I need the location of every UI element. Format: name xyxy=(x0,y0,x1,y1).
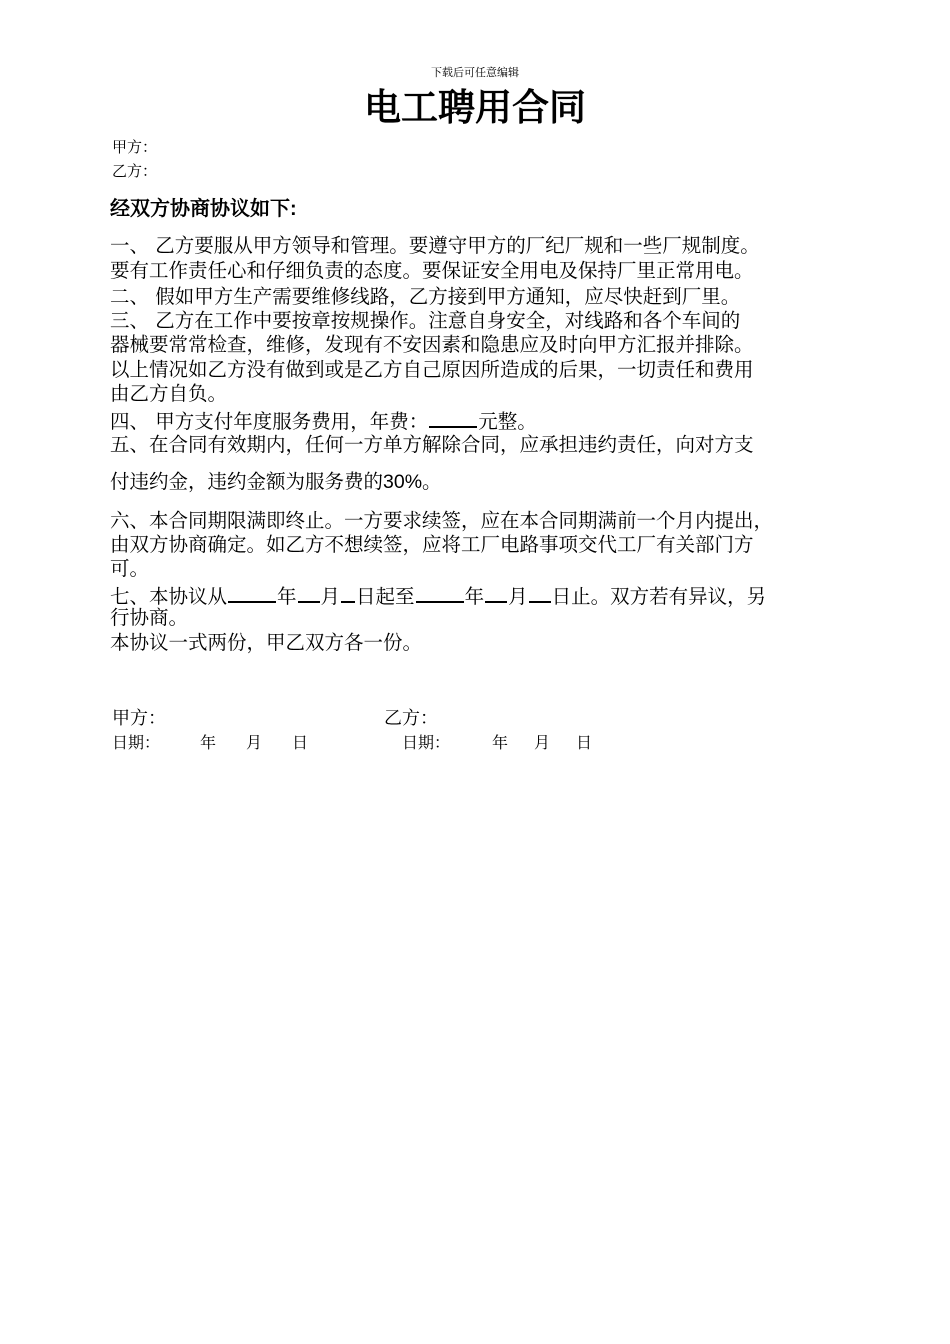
date-day: 日 xyxy=(292,733,309,752)
clause-7-text: 七、本协议从 xyxy=(110,585,228,608)
date-label: 日期： xyxy=(402,733,451,752)
clause-6-line-3: 可。 xyxy=(110,557,150,580)
date-year: 年 xyxy=(200,733,217,752)
date-label: 日期： xyxy=(112,733,161,752)
end-year-label: 年 xyxy=(464,585,485,608)
clause-3-line-1: 三、 乙方在工作中要按章按规操作。注意自身安全，对线路和各个车间的 xyxy=(110,309,741,332)
clause-3-line-2: 器械要常常检查，维修，发现有不安因素和隐患应及时向甲方汇报并排除。 xyxy=(110,333,754,356)
fee-blank xyxy=(429,407,477,428)
date-month: 月 xyxy=(246,733,263,752)
end-day-blank xyxy=(529,582,551,603)
end-month-blank xyxy=(485,582,507,603)
clause-3-line-3: 以上情况如乙方没有做到或是乙方自己原因所造成的后果，一切责任和费用 xyxy=(110,358,754,381)
end-month-label: 月 xyxy=(508,585,528,608)
start-month-label: 月 xyxy=(320,585,341,608)
clause-7-line-1 xyxy=(110,582,766,609)
date-month: 月 xyxy=(534,733,551,752)
party-b-date xyxy=(402,732,592,754)
start-day-label: 日起至 xyxy=(356,585,415,608)
date-year: 年 xyxy=(492,733,509,752)
clause-4-suffix: 元整。 xyxy=(478,410,537,433)
clause-2: 二、 假如甲方生产需要维修线路，乙方接到甲方通知，应尽快赶到厂里。 xyxy=(110,285,741,308)
clause-4-text: 四、 甲方支付年度服务费用，年费： xyxy=(110,410,429,433)
date-day: 日 xyxy=(576,733,593,752)
copies-statement: 本协议一式两份，甲乙双方各一份。 xyxy=(110,631,423,654)
clause-5-text: 付违约金，违约金额为服务费的 xyxy=(110,470,384,493)
party-a-label: 甲方： xyxy=(112,138,158,156)
header-note: 下载后可任意编辑 xyxy=(431,66,519,79)
signature-party-b: 乙方： xyxy=(384,708,438,729)
clause-6-line-1: 六、本合同期限满即终止。一方要求续签，应在本合同期满前一个月内提出， xyxy=(110,509,774,532)
signature-party-a: 甲方： xyxy=(112,708,166,729)
intro-heading: 经双方协商协议如下: xyxy=(110,198,297,220)
clause-6-line-2: 由双方协商确定。如乙方不想续签，应将工厂电路事项交代工厂有关部门方 xyxy=(110,533,754,556)
start-month-blank xyxy=(298,582,320,603)
party-b-label: 乙方： xyxy=(112,162,158,180)
clause-5-line-1: 五、在合同有效期内，任何一方单方解除合同，应承担违约责任，向对方支 xyxy=(110,433,754,456)
party-a-date xyxy=(112,732,308,754)
clause-4 xyxy=(110,407,537,434)
clause-5-line-2 xyxy=(110,470,442,494)
clause-5-end: 。 xyxy=(422,470,442,493)
clause-3-line-4: 由乙方自负。 xyxy=(110,382,228,405)
penalty-percent: 30% xyxy=(383,471,423,493)
clause-1-line-1: 一、 乙方要服从甲方领导和管理。要遵守甲方的厂纪厂规和一些厂规制度。 xyxy=(110,234,760,257)
end-year-blank xyxy=(416,582,464,603)
document-title: 电工聘用合同 xyxy=(364,87,586,128)
clause-1-line-2: 要有工作责任心和仔细负责的态度。要保证安全用电及保持厂里正常用电。 xyxy=(110,259,754,282)
start-year-blank xyxy=(228,582,276,603)
start-day-blank xyxy=(341,582,355,603)
clause-7-end: 日止。双方若有异议，另 xyxy=(551,585,767,608)
clause-7-line-2: 行协商。 xyxy=(110,606,189,629)
start-year-label: 年 xyxy=(277,585,297,608)
